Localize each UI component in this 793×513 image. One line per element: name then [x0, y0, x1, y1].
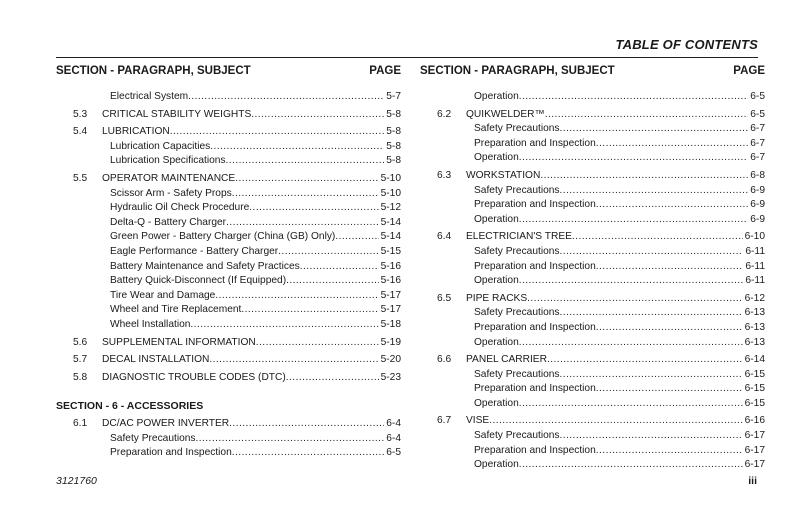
- toc-entry[interactable]: [56, 90, 401, 105]
- entry-page: 6-5: [750, 91, 765, 102]
- paragraph-number: 5.8: [73, 371, 88, 383]
- toc-entry[interactable]: [56, 432, 401, 447]
- entry-page: 6-11: [745, 275, 765, 287]
- entry-page: 5-16: [380, 260, 401, 272]
- dot-leader: [572, 230, 743, 245]
- entry-page: 6-14: [744, 354, 765, 366]
- toc-column-right: [420, 62, 765, 473]
- entry-title: Preparation and Inspection: [474, 383, 596, 395]
- entry-title: Green Power - Battery Charger (China (GB) Only): [110, 231, 336, 243]
- entry-title: Lubrication Specifications: [110, 155, 226, 167]
- entry-page: 6-11: [745, 245, 765, 257]
- toc-entries: [56, 90, 401, 385]
- dot-leader: [545, 108, 749, 123]
- entry-page: 5-20: [380, 354, 401, 366]
- toc-entry[interactable]: [420, 169, 765, 184]
- entry-page: 6-12: [744, 292, 765, 304]
- dot-leader: [232, 446, 384, 461]
- entry-title: Battery Maintenance and Safety Practices: [110, 260, 300, 272]
- dot-leader: [210, 140, 384, 155]
- entry-title: VISE: [466, 415, 490, 427]
- entry-title: Preparation and Inspection: [474, 444, 596, 456]
- page-number: iii: [748, 475, 757, 487]
- dot-leader: [596, 260, 744, 275]
- document-number: 3121760: [56, 475, 97, 487]
- dot-leader: [596, 382, 743, 397]
- toc-entry[interactable]: [420, 382, 765, 397]
- toc-entry[interactable]: [420, 336, 765, 351]
- dot-leader: [519, 458, 743, 473]
- entry-page: 6-11: [745, 260, 765, 272]
- entry-page: 5-17: [380, 289, 401, 301]
- toc-entry[interactable]: [56, 417, 401, 432]
- toc-entry[interactable]: [420, 306, 765, 321]
- dot-leader: [286, 371, 379, 386]
- dot-leader: [256, 336, 379, 351]
- paragraph-number: 6.1: [73, 418, 88, 430]
- toc-entry[interactable]: [56, 446, 401, 461]
- entry-title: Operation: [474, 336, 519, 348]
- dot-leader: [560, 245, 744, 260]
- entry-page: 5-8: [386, 126, 401, 138]
- toc-entry[interactable]: [56, 154, 401, 169]
- dot-leader: [286, 274, 379, 289]
- dot-leader: [209, 353, 378, 368]
- dot-leader: [560, 368, 743, 383]
- toc-entry[interactable]: [420, 321, 765, 336]
- dot-leader: [519, 274, 744, 289]
- entry-title: Operation: [474, 152, 519, 164]
- toc-entry[interactable]: [56, 108, 401, 123]
- toc-entry[interactable]: [420, 444, 765, 459]
- entry-page: 6-15: [744, 397, 765, 409]
- toc-entries: [56, 417, 401, 461]
- entry-page: 5-18: [380, 318, 401, 330]
- dot-leader: [527, 292, 742, 307]
- entry-title: Electrical System: [110, 91, 189, 102]
- entry-page: 6-16: [744, 415, 765, 427]
- toc-entry[interactable]: [420, 245, 765, 260]
- toc-entry[interactable]: [56, 245, 401, 260]
- dot-leader: [229, 417, 384, 432]
- column-heading-subject: SECTION - PARAGRAPH, SUBJECT: [420, 65, 615, 77]
- entry-page: 5-8: [386, 155, 401, 167]
- entry-title: Scissor Arm - Safety Props: [110, 187, 232, 199]
- entry-page: 6-8: [750, 169, 765, 181]
- toc-entry[interactable]: [420, 292, 765, 307]
- toc-entry[interactable]: [420, 368, 765, 383]
- entry-page: 5-19: [380, 336, 401, 348]
- entry-title: Safety Precautions: [474, 368, 560, 380]
- toc-entry[interactable]: [56, 353, 401, 368]
- entry-page: 5-8: [386, 108, 401, 120]
- entry-page: 6-7: [750, 123, 765, 135]
- dot-leader: [241, 303, 378, 318]
- dot-leader: [560, 306, 743, 321]
- entry-title: CRITICAL STABILITY WEIGHTS: [102, 108, 252, 120]
- entry-title: Lubrication Capacities: [110, 140, 211, 152]
- entry-title: Preparation and Inspection: [474, 137, 596, 149]
- toc-entry[interactable]: [56, 274, 401, 289]
- entry-page: 6-7: [750, 152, 765, 164]
- column-heading-page: PAGE: [369, 65, 401, 77]
- toc-entry[interactable]: [56, 260, 401, 275]
- dot-leader: [196, 432, 385, 447]
- entry-title: Delta-Q - Battery Charger: [110, 216, 227, 228]
- toc-entry[interactable]: [56, 336, 401, 351]
- entry-page: 6-9: [750, 213, 765, 225]
- entry-title: Wheel and Tire Replacement: [110, 304, 242, 316]
- paragraph-number: 5.3: [73, 108, 88, 120]
- entry-title: DC/AC POWER INVERTER: [102, 418, 230, 430]
- entry-title: Preparation and Inspection: [110, 447, 232, 459]
- toc-entry[interactable]: [56, 230, 401, 245]
- entry-title: Hydraulic Oil Check Procedure: [110, 202, 250, 214]
- dot-leader: [519, 336, 743, 351]
- entry-page: 6-13: [744, 307, 765, 319]
- dot-leader: [519, 213, 749, 228]
- paragraph-number: 6.4: [437, 231, 452, 243]
- entry-title: Eagle Performance - Battery Charger: [110, 245, 279, 257]
- entry-title: PANEL CARRIER: [466, 354, 547, 366]
- entry-page: 5-15: [380, 245, 401, 257]
- entry-title: Preparation and Inspection: [474, 321, 596, 333]
- dot-leader: [519, 397, 743, 412]
- entry-page: 6-4: [386, 418, 401, 430]
- paragraph-number: 5.6: [73, 336, 88, 348]
- entry-page: 5-14: [380, 231, 401, 243]
- entry-title: Safety Precautions: [474, 307, 560, 319]
- toc-entry[interactable]: [420, 458, 765, 473]
- column-heading-page: PAGE: [733, 65, 765, 77]
- entry-page: 6-9: [750, 184, 765, 196]
- toc-entry[interactable]: [56, 201, 401, 216]
- entry-title: Operation: [474, 213, 519, 225]
- dot-leader: [278, 245, 378, 260]
- entry-page: 5-16: [380, 275, 401, 287]
- entry-page: 6-13: [744, 336, 765, 348]
- paragraph-number: 6.5: [437, 292, 452, 304]
- entry-title: Battery Quick-Disconnect (If Equipped): [110, 275, 287, 287]
- entry-title: Safety Precautions: [110, 432, 196, 444]
- entry-page: 6-15: [744, 368, 765, 380]
- dot-leader: [519, 151, 749, 166]
- entry-page: 6-5: [386, 447, 401, 459]
- entry-title: Operation: [474, 91, 519, 102]
- toc-entry[interactable]: [420, 414, 765, 429]
- dot-leader: [596, 444, 743, 459]
- dot-leader: [519, 90, 749, 105]
- toc-entry[interactable]: [420, 108, 765, 123]
- page-title: TABLE OF CONTENTS: [615, 37, 758, 52]
- dot-leader: [226, 154, 385, 169]
- entry-page: 6-17: [744, 444, 765, 456]
- toc-entries: [420, 90, 765, 473]
- dot-leader: [235, 172, 378, 187]
- entry-title: Operation: [474, 397, 519, 409]
- entry-title: Operation: [474, 459, 519, 471]
- entry-title: DIAGNOSTIC TROUBLE CODES (DTC): [102, 371, 286, 383]
- toc-entry[interactable]: [420, 274, 765, 289]
- entry-page: 5-17: [380, 304, 401, 316]
- toc-entry[interactable]: [420, 122, 765, 137]
- toc-entry[interactable]: [56, 216, 401, 231]
- dot-leader: [596, 198, 748, 213]
- dot-leader: [188, 90, 384, 105]
- dot-leader: [300, 260, 379, 275]
- entry-title: DECAL INSTALLATION: [102, 354, 210, 366]
- toc-entry[interactable]: [420, 90, 765, 105]
- toc-entry[interactable]: [56, 125, 401, 140]
- entry-title: WORKSTATION: [466, 169, 541, 181]
- dot-leader: [547, 353, 743, 368]
- entry-title: Operation: [474, 275, 519, 287]
- toc-entry[interactable]: [420, 184, 765, 199]
- entry-title: Safety Precautions: [474, 184, 560, 196]
- paragraph-number: 6.6: [437, 354, 452, 366]
- entry-title: LUBRICATION: [102, 126, 170, 138]
- column-header: [56, 62, 401, 80]
- toc-entry[interactable]: [56, 172, 401, 187]
- entry-page: 6-15: [744, 383, 765, 395]
- dot-leader: [226, 216, 379, 231]
- toc-entry[interactable]: [420, 213, 765, 228]
- dot-leader: [170, 125, 385, 140]
- entry-page: 5-10: [380, 172, 401, 184]
- paragraph-number: 6.7: [437, 415, 452, 427]
- entry-page: 5-14: [380, 216, 401, 228]
- toc-entry[interactable]: [420, 137, 765, 152]
- entry-page: 6-17: [744, 459, 765, 471]
- dot-leader: [560, 184, 749, 199]
- dot-leader: [560, 122, 749, 137]
- dot-leader: [232, 187, 379, 202]
- toc-entry[interactable]: [56, 303, 401, 318]
- toc-entry[interactable]: [56, 187, 401, 202]
- toc-entry[interactable]: [420, 151, 765, 166]
- entry-title: Tire Wear and Damage: [110, 289, 216, 301]
- dot-leader: [335, 230, 378, 245]
- column-heading-subject: SECTION - PARAGRAPH, SUBJECT: [56, 65, 251, 77]
- entry-page: 5-23: [380, 371, 401, 383]
- toc-entry[interactable]: [56, 140, 401, 155]
- entry-page: 6-4: [386, 432, 401, 444]
- dot-leader: [540, 169, 748, 184]
- entry-page: 6-7: [750, 137, 765, 149]
- entry-title: SUPPLEMENTAL INFORMATION: [102, 336, 256, 348]
- dot-leader: [249, 201, 378, 216]
- dot-leader: [560, 429, 743, 444]
- paragraph-number: 5.4: [73, 126, 88, 138]
- entry-page: 6-10: [744, 231, 765, 243]
- entry-page: 5-7: [386, 91, 401, 102]
- entry-title: OPERATOR MAINTENANCE: [102, 172, 236, 184]
- entry-title: Wheel Installation: [110, 318, 191, 330]
- paragraph-number: 6.3: [437, 169, 452, 181]
- dot-leader: [251, 108, 384, 123]
- toc-entry[interactable]: [420, 198, 765, 213]
- paragraph-number: 6.2: [437, 108, 452, 120]
- entry-page: 5-12: [380, 202, 401, 214]
- paragraph-number: 5.7: [73, 354, 88, 366]
- toc-entry[interactable]: [420, 260, 765, 275]
- column-header: [420, 62, 765, 80]
- entry-page: 6-17: [744, 430, 765, 442]
- dot-leader: [190, 318, 378, 333]
- entry-title: Safety Precautions: [474, 245, 560, 257]
- entry-page: 5-10: [380, 187, 401, 199]
- dot-leader: [489, 414, 742, 429]
- toc-entry[interactable]: [420, 230, 765, 245]
- toc-entry[interactable]: [56, 318, 401, 333]
- entry-title: PIPE RACKS: [466, 292, 528, 304]
- entry-title: ELECTRICIAN'S TREE: [466, 231, 572, 243]
- entry-title: Preparation and Inspection: [474, 199, 596, 211]
- section-heading: SECTION - 6 - ACCESSORIES: [56, 400, 204, 413]
- dot-leader: [596, 321, 743, 336]
- toc-entry[interactable]: [420, 429, 765, 444]
- dot-leader: [596, 137, 748, 152]
- header-rule: [56, 57, 758, 58]
- toc-entry[interactable]: [420, 397, 765, 412]
- toc-entry[interactable]: [420, 353, 765, 368]
- dot-leader: [215, 289, 378, 304]
- toc-column-left: [56, 62, 401, 461]
- entry-title: Preparation and Inspection: [474, 260, 596, 272]
- entry-title: Safety Precautions: [474, 123, 560, 135]
- entry-title: QUIKWELDER™: [466, 108, 545, 120]
- entry-title: Safety Precautions: [474, 430, 560, 442]
- entry-page: 6-9: [750, 199, 765, 211]
- entry-page: 6-5: [750, 108, 765, 120]
- entry-page: 6-13: [744, 321, 765, 333]
- entry-page: 5-8: [386, 140, 401, 152]
- paragraph-number: 5.5: [73, 172, 88, 184]
- toc-entry[interactable]: [56, 289, 401, 304]
- toc-entry[interactable]: [56, 371, 401, 386]
